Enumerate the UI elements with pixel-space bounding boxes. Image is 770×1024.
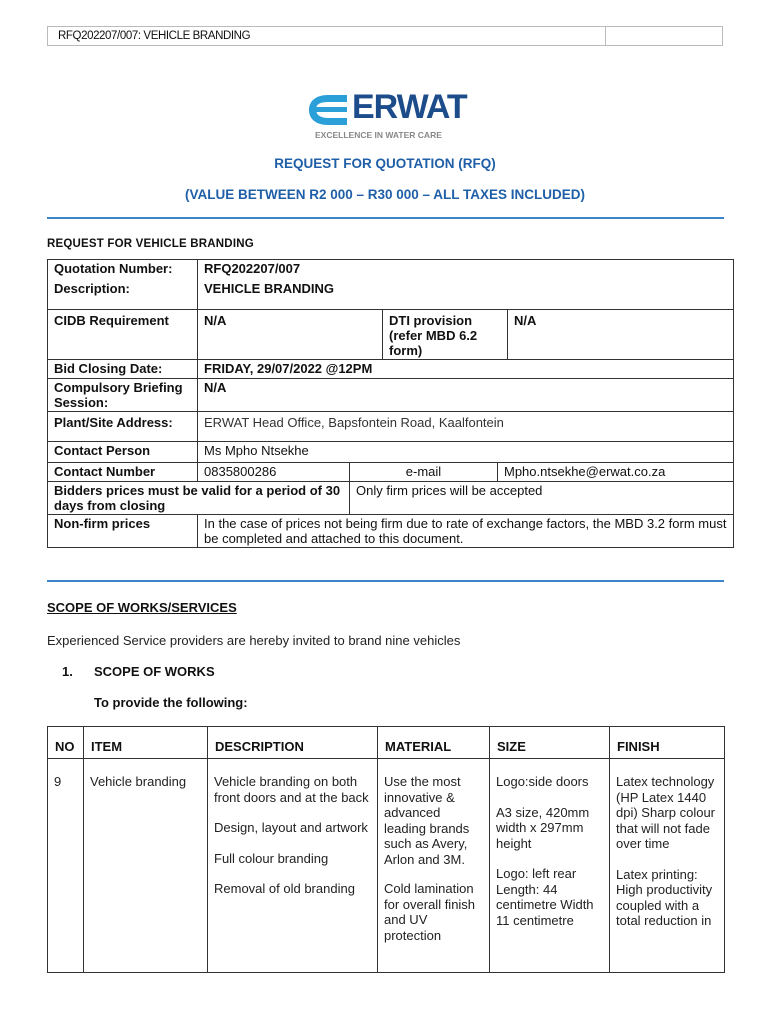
description-line: Design, layout and artwork: [214, 820, 368, 835]
row-item: Vehicle branding: [84, 759, 208, 973]
col-header-description: DESCRIPTION: [208, 727, 378, 759]
rfq-value-range: (VALUE BETWEEN R2 000 – R30 000 – ALL TAXES INCLUDED): [184, 187, 586, 202]
row-material: [378, 759, 490, 973]
scope-item-title: SCOPE OF WORKS: [94, 664, 215, 679]
header-divider: [605, 27, 606, 45]
description-label: Description:: [48, 280, 198, 310]
scope-item-1: [62, 664, 215, 679]
col-header-size: SIZE: [490, 727, 610, 759]
description-line: Full colour branding: [214, 850, 329, 866]
row-size: [490, 759, 610, 973]
quotation-number-value: RFQ202207/007: [198, 260, 734, 280]
dti-label: DTI provision (refer MBD 6.2 form): [383, 310, 508, 360]
site-address-label: Plant/Site Address:: [48, 412, 198, 442]
divider-rule-top: [47, 217, 724, 219]
site-address-value: ERWAT Head Office, Bapsfontein Road, Kaalfontein: [198, 412, 734, 442]
quotation-number-label: Quotation Number:: [48, 260, 198, 280]
erwat-e-logo-icon: [306, 92, 350, 128]
closing-date-label: Bid Closing Date:: [48, 360, 198, 379]
briefing-value: N/A: [198, 379, 734, 412]
col-header-item: ITEM: [84, 727, 208, 759]
scope-heading: SCOPE OF WORKS/SERVICES: [47, 600, 237, 615]
erwat-logo: [306, 90, 466, 142]
section-label: REQUEST FOR VEHICLE BRANDING: [47, 238, 254, 250]
scope-works-table: [47, 726, 725, 973]
contact-number-label: Contact Number: [48, 463, 198, 482]
col-header-material: MATERIAL: [378, 727, 490, 759]
size-line: A3 size, 420mm width x 297mm height: [496, 804, 590, 851]
material-line: Use the most innovative & advanced leading brands such as Avery, Arlon and 3M.: [384, 774, 470, 867]
provide-heading: To provide the following:: [94, 695, 248, 710]
logo-tagline: EXCELLENCE IN WATER CARE: [315, 130, 442, 140]
scope-intro: Experienced Service providers are hereby invited to brand nine vehicles: [47, 633, 461, 648]
material-line: Cold lamination for overall finish and UV protection: [384, 881, 476, 943]
rfq-info-table: [47, 259, 734, 548]
logo-wordmark: ERWAT: [352, 88, 467, 126]
col-header-no: NO: [48, 727, 84, 759]
description-value: VEHICLE BRANDING: [198, 280, 734, 310]
size-line: Logo: left rear Length: 44 centimetre Width 11 centimetre: [496, 866, 594, 928]
row-finish: [610, 759, 725, 973]
cidb-value: N/A: [198, 310, 383, 360]
finish-line: Latex technology (HP Latex 1440 dpi) Sharp colour that will not fade over time: [616, 774, 715, 851]
row-description: [208, 759, 378, 973]
contact-person-value: Ms Mpho Ntsekhe: [198, 442, 734, 463]
contact-person-label: Contact Person: [48, 442, 198, 463]
rfq-title: REQUEST FOR QUOTATION (RFQ): [274, 156, 496, 171]
description-line: Removal of old branding: [214, 881, 355, 896]
validity-value: Only firm prices will be accepted: [350, 482, 734, 515]
divider-rule-bottom: [47, 580, 724, 582]
page-header: [47, 26, 723, 46]
non-firm-value: In the case of prices not being firm due to rate of exchange factors, the MBD 3.2 form must be completed and attached to this document.: [198, 515, 734, 548]
col-header-finish: FINISH: [610, 727, 725, 759]
size-line: Logo:side doors: [496, 774, 589, 789]
briefing-label: Compulsory Briefing Session:: [48, 379, 198, 412]
validity-label: Bidders prices must be valid for a period of 30 days from closing: [48, 482, 350, 515]
finish-line: Latex printing: High productivity coupled with a total reduction in: [616, 866, 713, 928]
header-ref: RFQ202207/007: VEHICLE BRANDING: [58, 30, 251, 42]
closing-date-value: FRIDAY, 29/07/2022 @12PM: [198, 360, 734, 379]
non-firm-label: Non-firm prices: [48, 515, 198, 548]
description-line: Vehicle branding on both front doors and at the back: [214, 774, 369, 805]
cidb-label: CIDB Requirement: [48, 310, 198, 360]
contact-number-value: 0835800286: [198, 463, 350, 482]
dti-value: N/A: [508, 310, 734, 360]
scope-item-number: 1.: [62, 664, 73, 679]
row-no: 9: [48, 759, 84, 973]
email-label: e-mail: [350, 463, 498, 482]
email-value: Mpho.ntsekhe@erwat.co.za: [498, 463, 734, 482]
